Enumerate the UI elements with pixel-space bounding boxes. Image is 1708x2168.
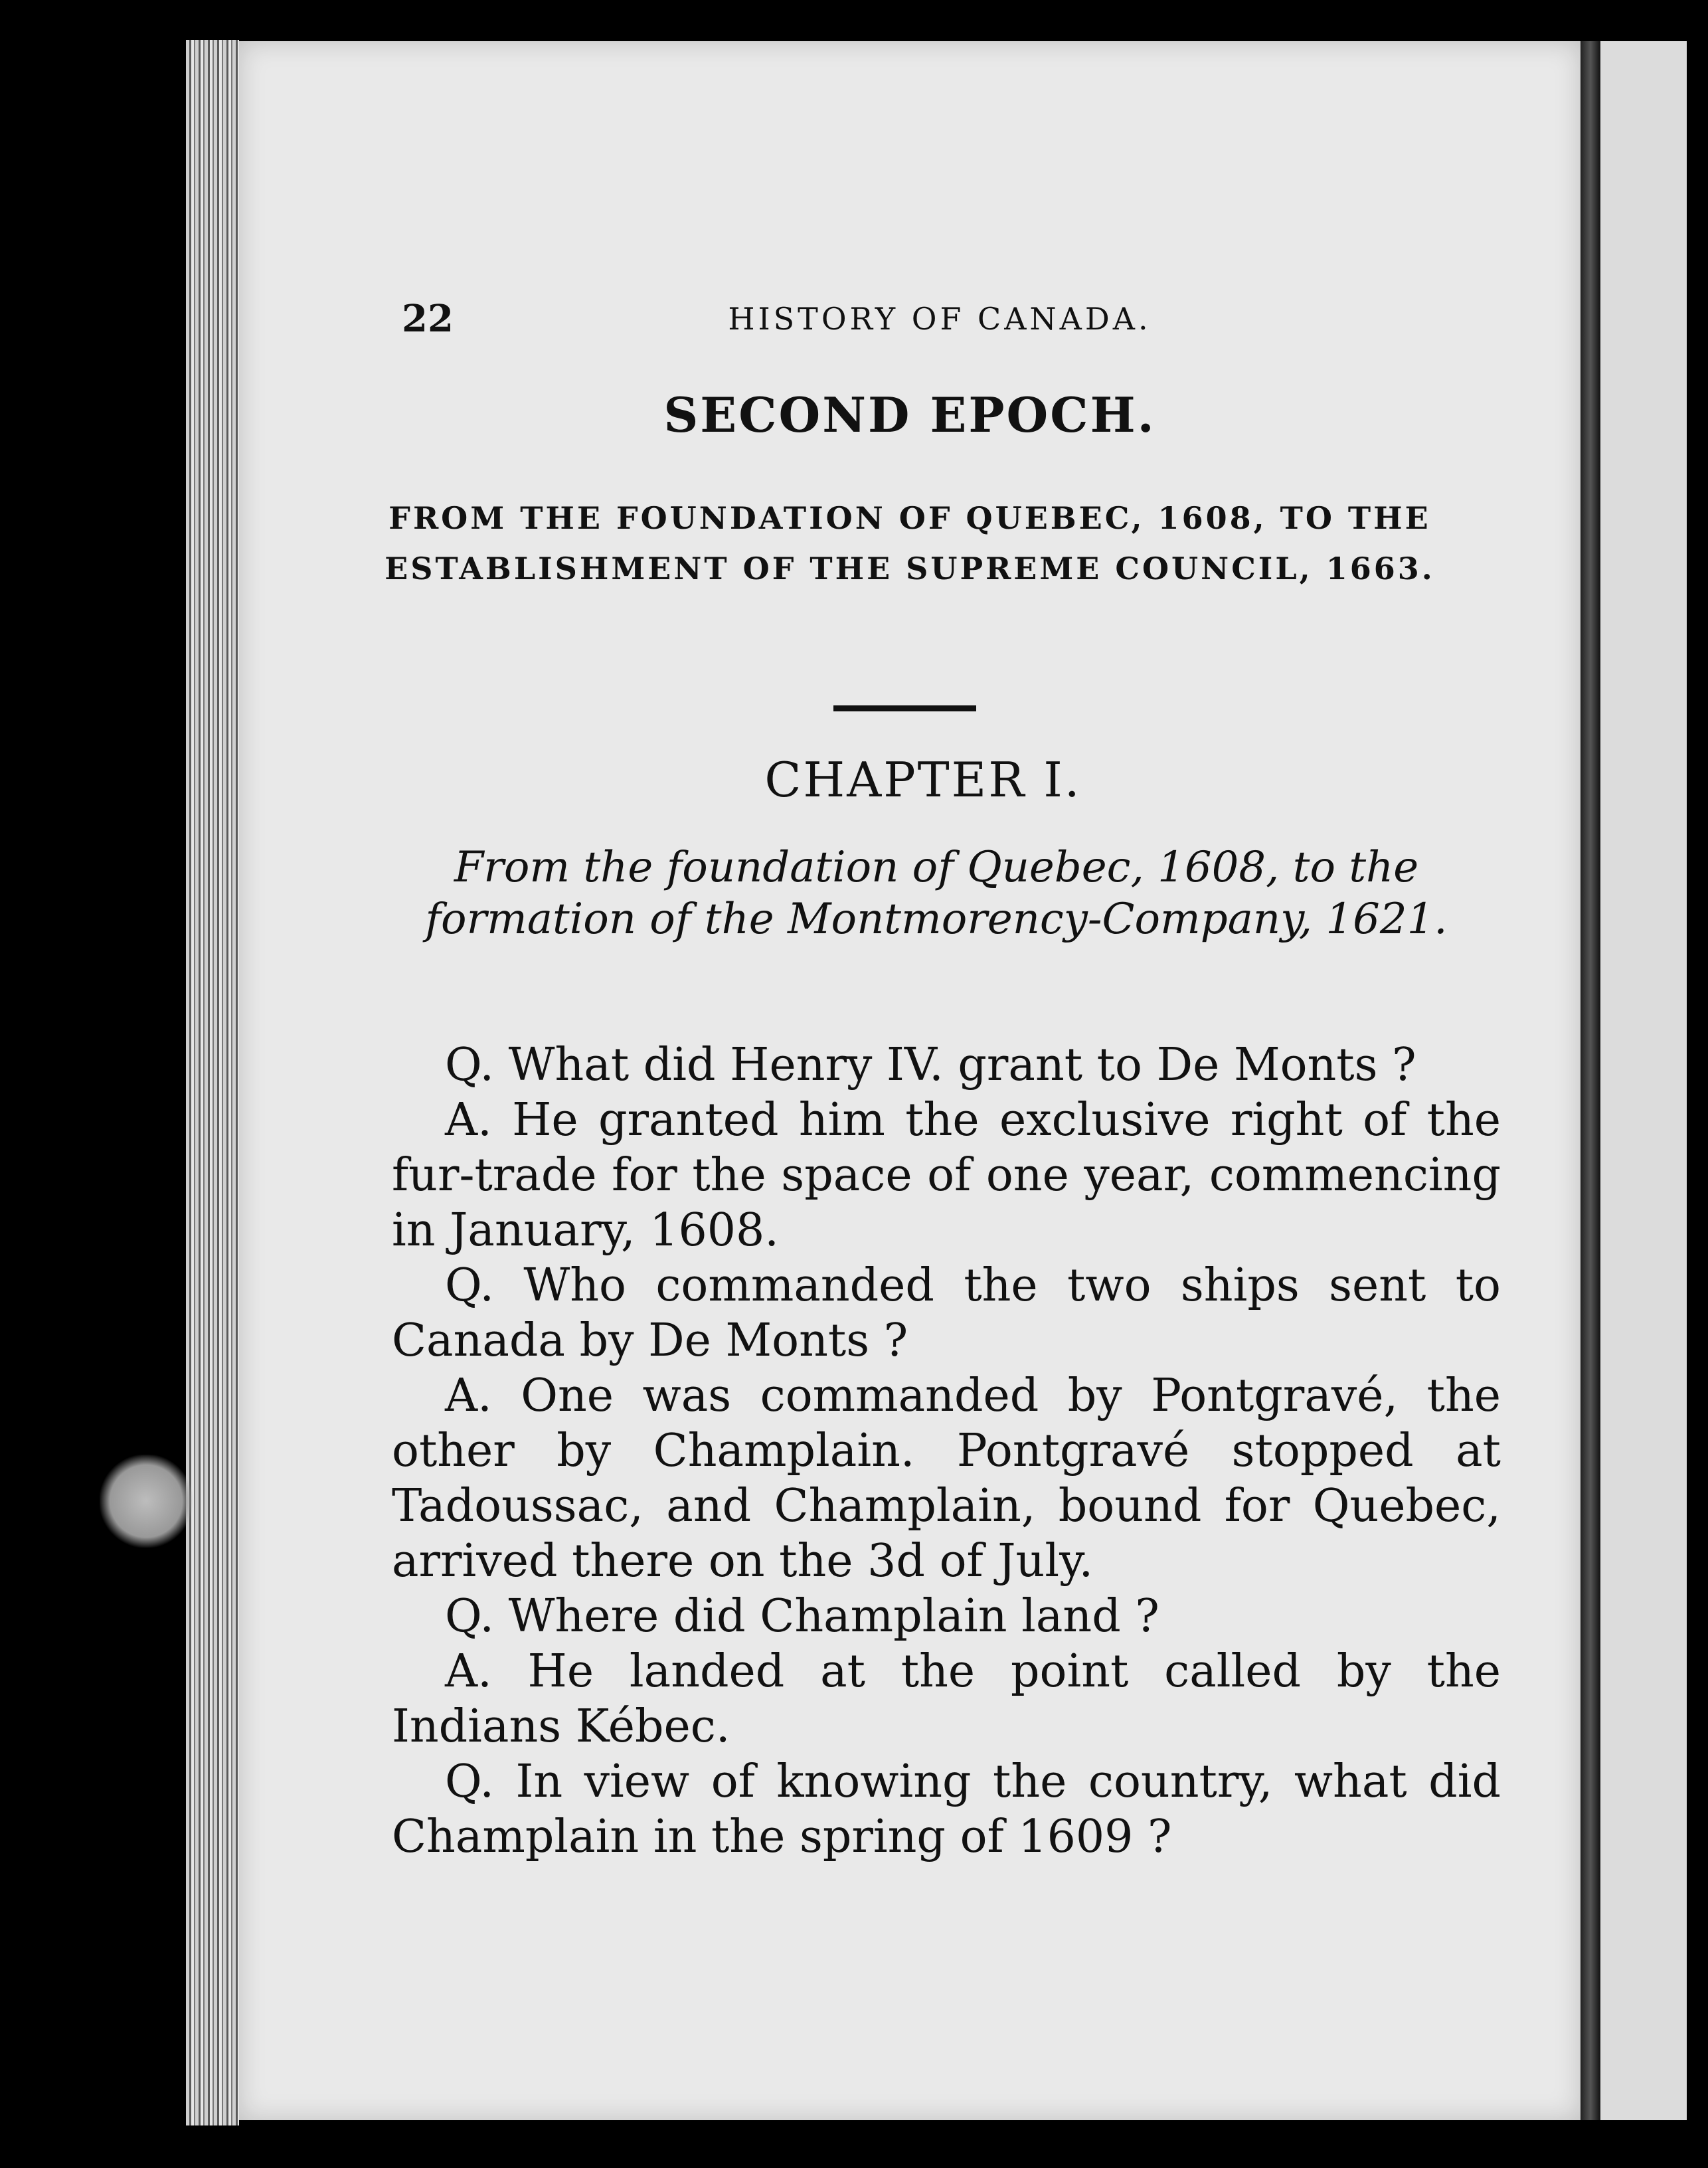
facing-page-edge [1600, 41, 1687, 2120]
answer: A. He landed at the point called by the Indians Kébec. [392, 1645, 1501, 1753]
book-gutter [1580, 41, 1600, 2120]
question: Q. In view of knowing the country, what did Champlain in the spring of 1609 ? [392, 1756, 1501, 1863]
page-edges [186, 40, 239, 2125]
running-header [239, 297, 1580, 343]
epoch-title: SECOND EPOCH. [663, 387, 1156, 443]
answer: A. He granted him the exclusive right of the fur-trade for the space of one year, commencing in January, 1608. [392, 1094, 1501, 1257]
question: Q. Who commanded the two ships sent to Canada by De Monts ? [392, 1259, 1501, 1367]
qa-body [392, 1038, 1501, 1864]
paper-wear-mark [100, 1455, 193, 1548]
question: Q. What did Henry IV. grant to De Monts ? [445, 1039, 1416, 1091]
book-page [239, 41, 1580, 2120]
chapter-title: CHAPTER I. [764, 752, 1082, 808]
question: Q. Where did Champlain land ? [445, 1590, 1159, 1643]
divider-rule [833, 705, 976, 711]
answer: A. One was commanded by Pontgravé, the other by Champlain. Pontgravé stopped at Tadoussac, and Champlain, bound for Quebec, arrived there on the 3d of July. [392, 1370, 1501, 1587]
chapter-subtitle: From the foundation of Quebec, 1608, to the formation of the Montmorency-Company, 1621. [425, 843, 1448, 944]
running-title: HISTORY OF CANADA. [728, 301, 1152, 337]
epoch-subtitle: FROM THE FOUNDATION OF QUEBEC, 1608, TO THE ESTABLISHMENT OF THE SUPREME COUNCIL, 1663. [384, 500, 1435, 587]
page-number: 22 [402, 297, 454, 341]
